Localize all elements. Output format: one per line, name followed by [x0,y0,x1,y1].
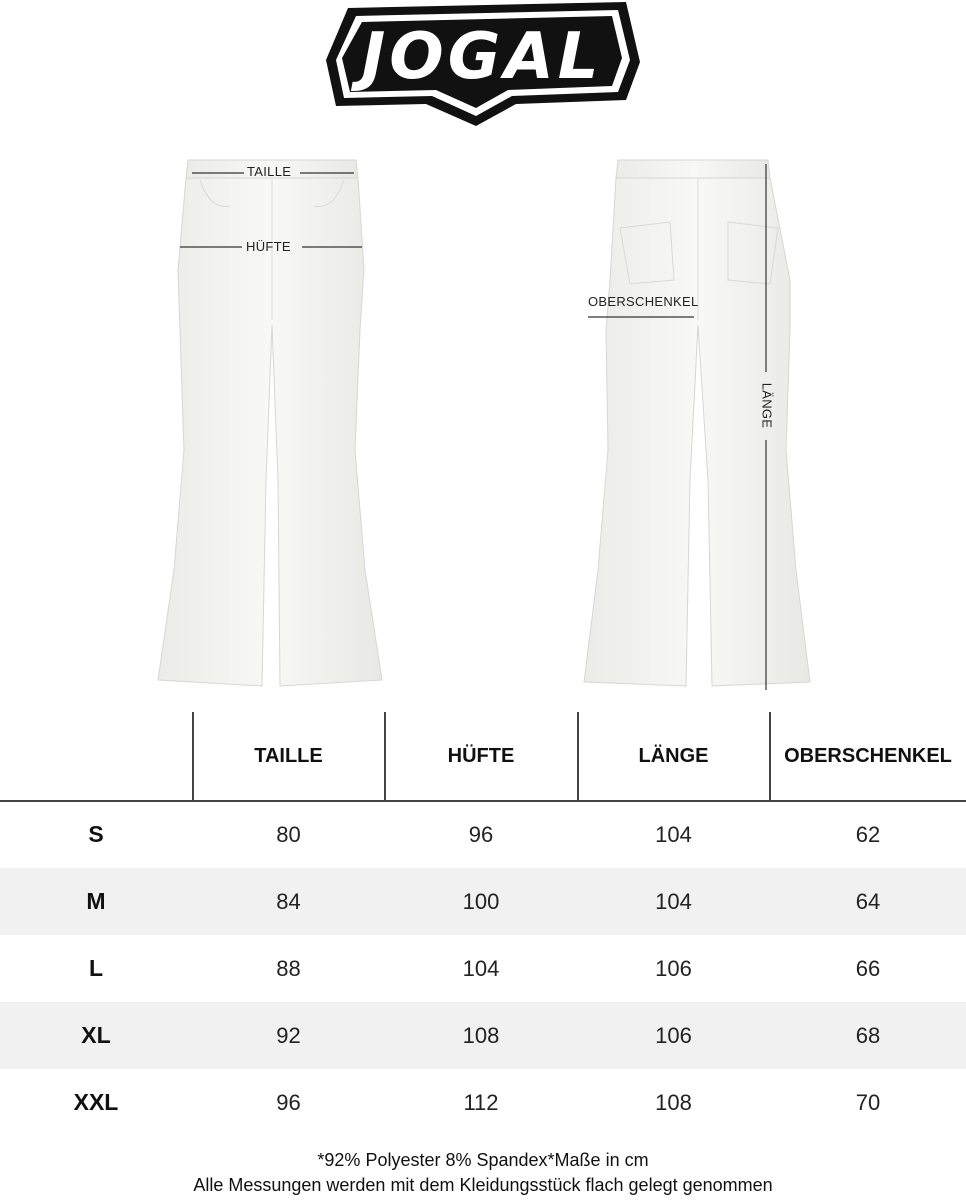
taille-cell: 88 [276,955,301,981]
table-row [0,935,966,1002]
taille-cell: 96 [276,1089,301,1115]
oberschenkel-cell: 62 [855,821,881,847]
huefte-cell: 104 [462,955,500,981]
huefte-cell: 112 [463,1089,499,1115]
table-row [0,801,966,868]
header-taille: TAILLE [254,744,323,767]
laenge-cell: 106 [655,955,692,981]
laenge-cell: 108 [655,1089,692,1115]
taille-cell: 80 [276,821,301,847]
measure-label-hip: HÜFTE [246,239,291,254]
header-laenge: LÄNGE [638,744,709,767]
material-note: *92% Polyester 8% Spandex*Maße in cm [317,1150,649,1170]
huefte-cell: 100 [462,888,500,914]
size-cell: XL [81,1022,111,1048]
oberschenkel-cell: 66 [855,955,881,981]
taille-cell: 84 [276,888,301,914]
logo-text: JOGAL [361,20,603,94]
oberschenkel-cell: 70 [855,1089,881,1115]
oberschenkel-cell: 68 [855,1022,881,1048]
pants-back-view [578,150,828,700]
taille-cell: 92 [276,1022,301,1048]
table-row [0,1069,966,1136]
huefte-cell: 96 [468,821,494,847]
size-cell: M [86,888,106,914]
oberschenkel-cell: 64 [855,888,881,914]
logo-graphic [326,0,640,126]
table-row [0,868,966,935]
measure-label-waist: TAILLE [247,164,292,179]
table-row [0,1002,966,1069]
laenge-cell: 104 [655,821,692,847]
pants-front-view [150,150,410,700]
header-huefte: HÜFTE [447,744,515,767]
laenge-cell: 106 [655,1022,692,1048]
brand-logo [326,0,640,126]
measure-label-length: LÄNGE [759,382,775,429]
measuring-note: Alle Messungen werden mit dem Kleidungsstück flach gelegt genommen [193,1175,773,1195]
laenge-cell: 104 [655,888,692,914]
size-cell: XXL [73,1089,119,1115]
size-cell: S [88,821,104,847]
header-oberschenkel: OBERSCHENKEL [784,744,952,767]
huefte-cell: 108 [462,1022,500,1048]
measure-label-thigh: OBERSCHENKEL [588,294,699,309]
size-cell: L [88,955,104,981]
